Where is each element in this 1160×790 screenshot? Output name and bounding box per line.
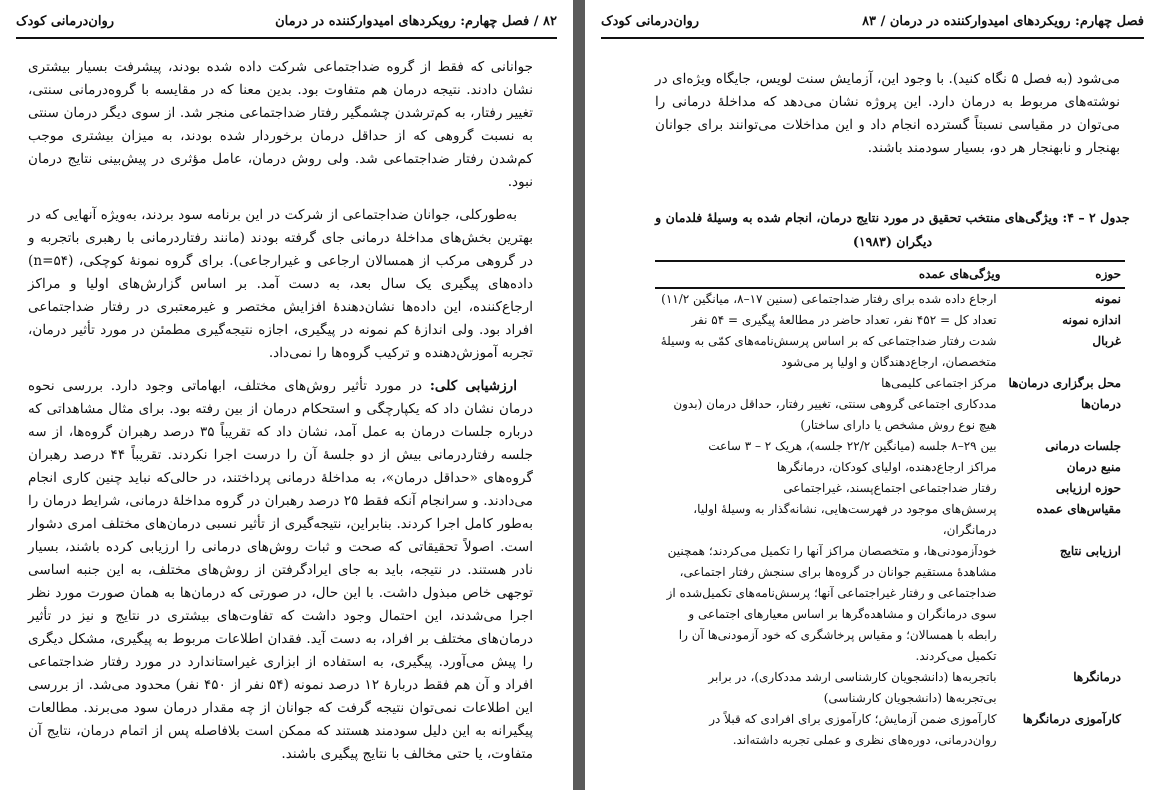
row-features: کارآموزی ضمن آزمایش؛ کارآموزی برای افرادی که قبلاً در روان‌درمانی، دوره‌های نظری و عملی تجربه داشته‌اند. (709, 712, 997, 747)
row-features: رفتار ضداجتماعی اجتماع‌پسند، غیراجتماعی (783, 481, 997, 495)
row-features: مرکز اجتماعی کلیمی‌ها (881, 376, 997, 390)
paragraph (28, 375, 533, 766)
right-body-text (655, 68, 1120, 170)
paragraph (28, 56, 533, 194)
chapter-title-page-number: فصل چهارم: رویکردهای امیدوارکننده در درمان / ۸۳ (862, 14, 1144, 29)
header-domain: حوزه (1005, 261, 1125, 288)
book-gutter (573, 0, 585, 790)
book-title: روان‌درمانی کودک (601, 14, 700, 29)
table-row (655, 288, 1125, 310)
header-features: ویژگی‌های عمده (655, 261, 1005, 288)
row-domain: ارزیابی نتایج (1059, 544, 1121, 558)
row-features: خودآزمودنی‌ها، و متخصصان مراکز آنها را تکمیل می‌کردند؛ همچنین مشاهدهٔ مستقیم جوانان در گروه‌ها برای سنجش رفتار اجتماعی، ضداجتماعی و رفتار غیراجتماعی آنها؛ پرسش‌نامه‌های تکمیل‌شده از سوی درمانگران و مشاهده‌گرها بر اساس معیارهای اجتماعی و رابطه با همسالان؛ و مقیاس پرخاشگری که خود آزمودنی‌ها آن را تکمیل می‌کردند. (666, 544, 997, 663)
row-domain: منبع درمان (1066, 460, 1121, 474)
page-number-chapter-title: ۸۲ / فصل چهارم: رویکردهای امیدوارکننده در درمان (275, 14, 557, 29)
row-domain: حوزه ارزیابی (1055, 481, 1121, 495)
paragraph-text: در مورد تأثیر روش‌های مختلف، ابهاماتی وجود دارد. بررسی نحوه درمان نشان داد که یکپارچگی و استحکام درمان از بین رفته بود. برای مثال مشاهداتی که درباره جلسات درمان به عمل آمد، نشان داد که تقریباً ۳۵ درصد رهبران گروه‌ها، از سه جلسه رفتاردرمانی بیش از دو جلسهٔ آن را درست اجرا نکردند. تقریباً ۴۴ درصد رهبران گروه‌های «حداقل درمان»، به مداخلهٔ درمانی پرداختند، در حالی‌که نباید چنین کاری انجام می‌دادند. و سرانجام آنکه فقط ۲۵ درصد رهبران در گروه مداخلهٔ درمانی، شرایط درمان را به‌طور کامل اجرا کردند. بنابراین، نتیجه‌گیری از تأثیر نسبی درمان‌های مختلف امری دشوار است. اصولاً تحقیقاتی که صحت و ثبات روش‌های درمانی را ارزیابی کرده باشند، بسیار نادر هستند. در نتیجه، باید به جای ایرادگرفتن از روش‌های مختلف، به این جنبه اساسی توجهی خاص مبذول داشت. با این حال، در صورتی که درمان‌ها به همان صورت مورد نظر اجرا می‌شدند، این احتمال وجود داشت که تفاوت‌های بیشتری در نتایج و نیز در تأثیر درمان‌های مختلف بر افراد، به دست آید. فقدان اطلاعات مربوط به پیگیری، مشکل دیگری را پیش می‌آورد. پیگیری، به استفاده از ابزاری غیراستاندارد در مورد رفتار ضداجتماعی افراد و آن هم فقط دربارهٔ ۱۲ درصد نمونه (۵۴ نفر از ۴۵۰ نفر) محدود می‌شد. از بررسی این اطلاعات نمی‌توان نتیجه گرفت که جوانان از چه مقدار درمان سود می‌برند. مطالعات پیگیرانه به این دلیل سودمند هستند که ممکن است بلافاصله پس از اتمام درمان، نتایج آن متفاوت، یا حتی مخالف با نتایج پیگیری باشند. (28, 378, 534, 762)
row-features: باتجربه‌ها (دانشجویان کارشناسی ارشد مددکاری)، در برابر بی‌تجربه‌ها (دانشجویان کارشناسی) (708, 670, 997, 705)
row-domain: درمانگرها (1073, 670, 1121, 684)
table-row (655, 499, 1125, 541)
table-caption: جدول ۲ – ۴: ویژگی‌های منتخب تحقیق در مورد نتایج درمان، انجام شده به وسیلهٔ فلدمان و دیگران (۱۹۸۳) (655, 210, 1130, 249)
row-features: مراکز ارجاع‌دهنده، اولیای کودکان، درمانگرها (776, 460, 997, 474)
table-body (655, 288, 1125, 751)
paragraph: می‌شود (به فصل ۵ نگاه کنید). با وجود این، آزمایش سنت لویس، جایگاه ویژه‌ای در نوشته‌های مربوط به درمان دارد. این پروژه نشان می‌دهد که مداخلهٔ درمانی را می‌توان در مقیاسی نسبتاً گسترده انجام داد و این مداخلات می‌توانند برای جوانان بهنجار و نابهنجار هر دو، بسیار سودمند باشند. (655, 71, 1121, 156)
row-domain: درمان‌ها (1080, 397, 1121, 411)
table-header-row (655, 261, 1125, 288)
study-features-table (655, 260, 1125, 751)
row-features: بین ۲۹–۸ جلسه (میانگین ۲۲/۲ جلسه)، هریک ۲ – ۳ ساعت (708, 439, 997, 453)
row-features: پرسش‌های موجود در فهرست‌هایی، نشانه‌گذار به وسیلهٔ اولیا، درمانگران، (693, 502, 997, 537)
table-row (655, 331, 1125, 373)
right-page (585, 0, 1160, 790)
row-domain: کارآموزی درمانگرها (1022, 712, 1121, 726)
book-title: روان‌درمانی کودک (16, 14, 115, 29)
table-row (655, 373, 1125, 394)
table-row (655, 394, 1125, 436)
row-domain: نمونه (1094, 292, 1121, 306)
row-domain: مقیاس‌های عمده (1036, 502, 1121, 516)
left-page (0, 0, 573, 790)
table-row (655, 457, 1125, 478)
paragraph (28, 204, 533, 365)
paragraph-text: جوانانی که فقط از گروه ضداجتماعی شرکت داده شده بودند، پیشرفت بسیار بیشتری نشان دادند. نتیجه درمان هم متفاوت بود. بدین معنا که در مقایسه با گروه‌درمانی سنتی، تغییر رفتار، به کم‌ترشدن چشمگیر رفتار ضداجتماعی منجر شد. از سوی دیگر درمان سنتی به نسبت گروهی که از حداقل درمان برخوردار شده بودند، به میزان بیشتری موجب کم‌شدن رفتار ضداجتماعی شد. ولی روش درمان، عامل مؤثری در پیش‌بینی نتایج درمان نبود. (28, 59, 533, 190)
row-domain: غربال (1092, 334, 1121, 348)
table-row (655, 541, 1125, 667)
row-domain: محل برگزاری درمان‌ها (1008, 376, 1121, 390)
row-features: شدت رفتار ضداجتماعی که بر اساس پرسش‌نامه‌های کمّی به وسیلهٔ متخصصان، ارجاع‌دهندگان و اولیا پر می‌شود (660, 334, 997, 369)
table-row (655, 709, 1125, 751)
paragraph-text: به‌طورکلی، جوانان ضداجتماعی از شرکت در این برنامه سود بردند، به‌ویژه آنهایی که در بهترین بخش‌های مداخلهٔ درمانی جای گرفته بودند (مانند رفتاردرمانی با رهبری باتجربه و در گروهی مرکب از همسالان ارجاعی و غیرارجاعی). برای گروه نمونهٔ کوچکی، (n=۵۴) داده‌های پیگیری یک سال بعد، به دست آمد. بر اساس گزارش‌های اولیا و مراکز ارجاع‌کننده، این داده‌ها نشان‌دهندهٔ افزایش مختصر و غیرمعتبری در رفتار ضداجتماعی افراد بود. ولی اندازهٔ کم نمونه در پیگیری، اجازه نتیجه‌گیری مطمئن در مورد تأثیر درمان، تجربه آموزش‌دهنده و ترکیب گروه‌ها را نمی‌داد. (28, 207, 533, 361)
left-body-text (28, 56, 533, 776)
running-head (16, 14, 557, 39)
row-features: مددکاری اجتماعی گروهی سنتی، تغییر رفتار، حداقل درمان (بدون هیچ نوع روش مشخص یا دارای ساختار) (673, 397, 997, 432)
row-features: تعداد کل = ۴۵۲ نفر، تعداد حاضر در مطالعهٔ پیگیری = ۵۴ نفر (691, 313, 997, 327)
row-features: ارجاع داده شده برای رفتار ضداجتماعی (سنین ۱۷–۸، میانگین ۱۱/۲) (661, 292, 997, 306)
table-row (655, 436, 1125, 457)
row-domain: جلسات درمانی (1045, 439, 1121, 453)
row-domain: اندازه نمونه (1062, 313, 1121, 327)
paragraph-lead: ارزشیابی کلی: (429, 378, 517, 394)
table-row (655, 310, 1125, 331)
running-head (601, 14, 1144, 39)
table-row (655, 478, 1125, 499)
table-row (655, 667, 1125, 709)
